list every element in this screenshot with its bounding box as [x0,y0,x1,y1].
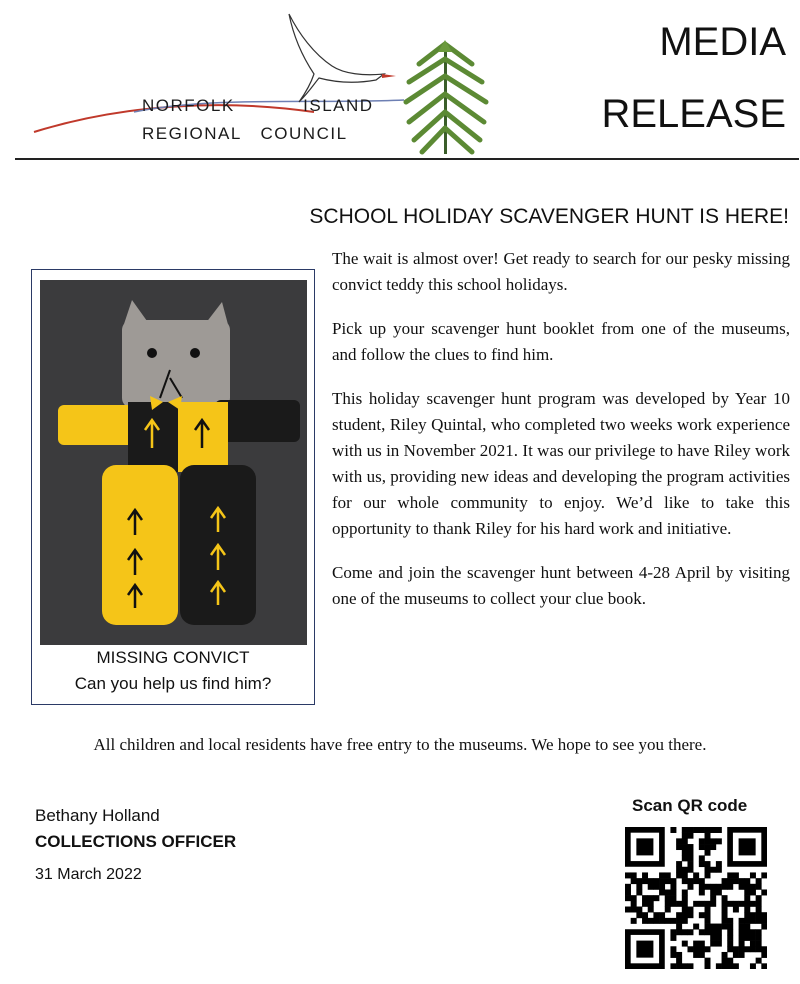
article-body [332,246,790,630]
body-paragraph: Pick up your scavenger hunt booklet from one of the museums, and follow the clues to find him. [332,319,790,364]
logo-text-line2: REGIONAL COUNCIL [142,124,348,143]
qr-code-icon[interactable] [625,827,767,969]
signatory-title: COLLECTIONS OFFICER [35,832,237,851]
release-date: 31 March 2022 [35,866,142,883]
closing-statement: All children and local residents have free entry to the museums. We hope to see you there. [93,735,707,754]
body-paragraph: This holiday scavenger hunt program was developed by Year 10 student, Riley Quintal, who completed two weeks work experience with us in November 2021. It was our privilege to have Riley work with us, providing new ideas and developing the program activities for our whole community to enjoy. We’d like to take this opportunity to thank Riley for his hard work and initiative. [332,389,790,538]
teddy-photo [40,280,307,645]
photo-frame [31,269,315,705]
header-divider [15,158,799,160]
signatory-name: Bethany Holland [35,806,160,825]
photo-caption-title: MISSING CONVICT [96,648,250,667]
logo-text-line1: NORFOLK ISLAND [142,96,374,115]
headline: SCHOOL HOLIDAY SCAVENGER HUNT IS HERE! [309,205,789,228]
council-logo [14,4,514,159]
photo-caption-subtitle: Can you help us find him? [74,674,272,693]
qr-label: Scan QR code [632,796,748,815]
body-paragraph: The wait is almost over! Get ready to search for our pesky missing convict teddy this school holidays. [332,249,790,294]
teddy-illustration [40,280,307,645]
media-release-title-line1: MEDIA [659,20,786,64]
media-release-title-line2: RELEASE [601,92,786,136]
qr-code-graphic [625,827,767,969]
bird-icon [289,14,396,102]
pine-tree-icon [406,40,486,154]
body-paragraph: Come and join the scavenger hunt between 4-28 April by visiting one of the museums to collect your clue book. [332,563,790,608]
